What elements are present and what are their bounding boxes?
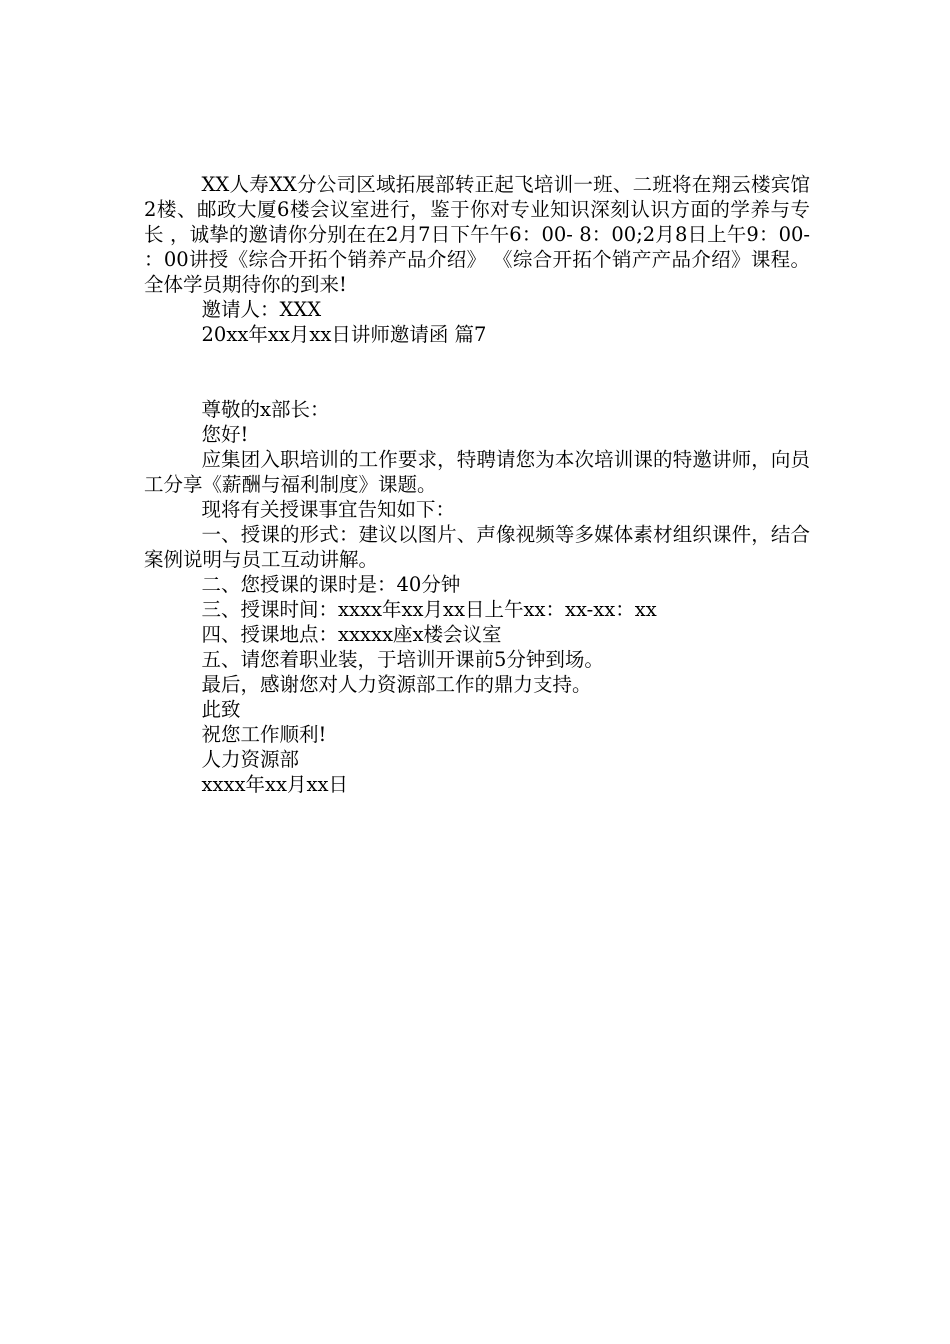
inviter-line: 邀请人：XXX [201, 298, 322, 321]
closing-thanks: 最后，感谢您对人力资源部工作的鼎力支持。 [201, 673, 592, 696]
item-dress: 五、请您着职业装，于培训开课前5分钟到场。 [201, 648, 604, 671]
salutation: 尊敬的x部长： [201, 398, 330, 421]
item-duration: 二、您授课的课时是：40分钟 [201, 573, 461, 596]
item-location: 四、授课地点：xxxxx座x楼会议室 [201, 623, 502, 646]
item-time: 三、授课时间：xxxx年xx月xx日上午xx：xx-xx：xx [201, 598, 657, 621]
body-paragraph-1: 应集团入职培训的工作要求，特聘请您为本次培训课的特邀讲师，向员工分享《薪酬与福利制度》课题。 [144, 448, 810, 496]
letter-date: xxxx年xx月xx日 [201, 773, 348, 796]
section-gap [144, 347, 810, 397]
greeting: 您好! [201, 423, 249, 446]
closing-wish: 祝您工作顺利! [201, 723, 327, 746]
item-format: 一、授课的形式：建议以图片、声像视频等多媒体素材组织课件，结合案例说明与员工互动讲解。 [144, 523, 810, 571]
closing-regards: 此致 [201, 698, 241, 721]
signature: 人力资源部 [201, 748, 300, 771]
document-body [144, 172, 810, 797]
body-paragraph-2: 现将有关授课事宜告知如下： [201, 498, 456, 521]
invitation-paragraph: XX人寿XX分公司区域拓展部转正起飞培训一班、二班将在翔云楼宾馆2楼、邮政大厦6楼会议室进行，鉴于你对专业知识深刻认识方面的学养与专长 ，诚挚的邀请你分别在在2月7日下午午6：00- 8：00;2月8日上午9：00- ：00讲授《综合开拓个销养产品介绍》 《综合开拓个销产产品介绍》课程。全体学员期待你的到来! [144, 173, 810, 296]
date-heading: 20xx年xx月xx日讲师邀请函 篇7 [201, 323, 487, 346]
